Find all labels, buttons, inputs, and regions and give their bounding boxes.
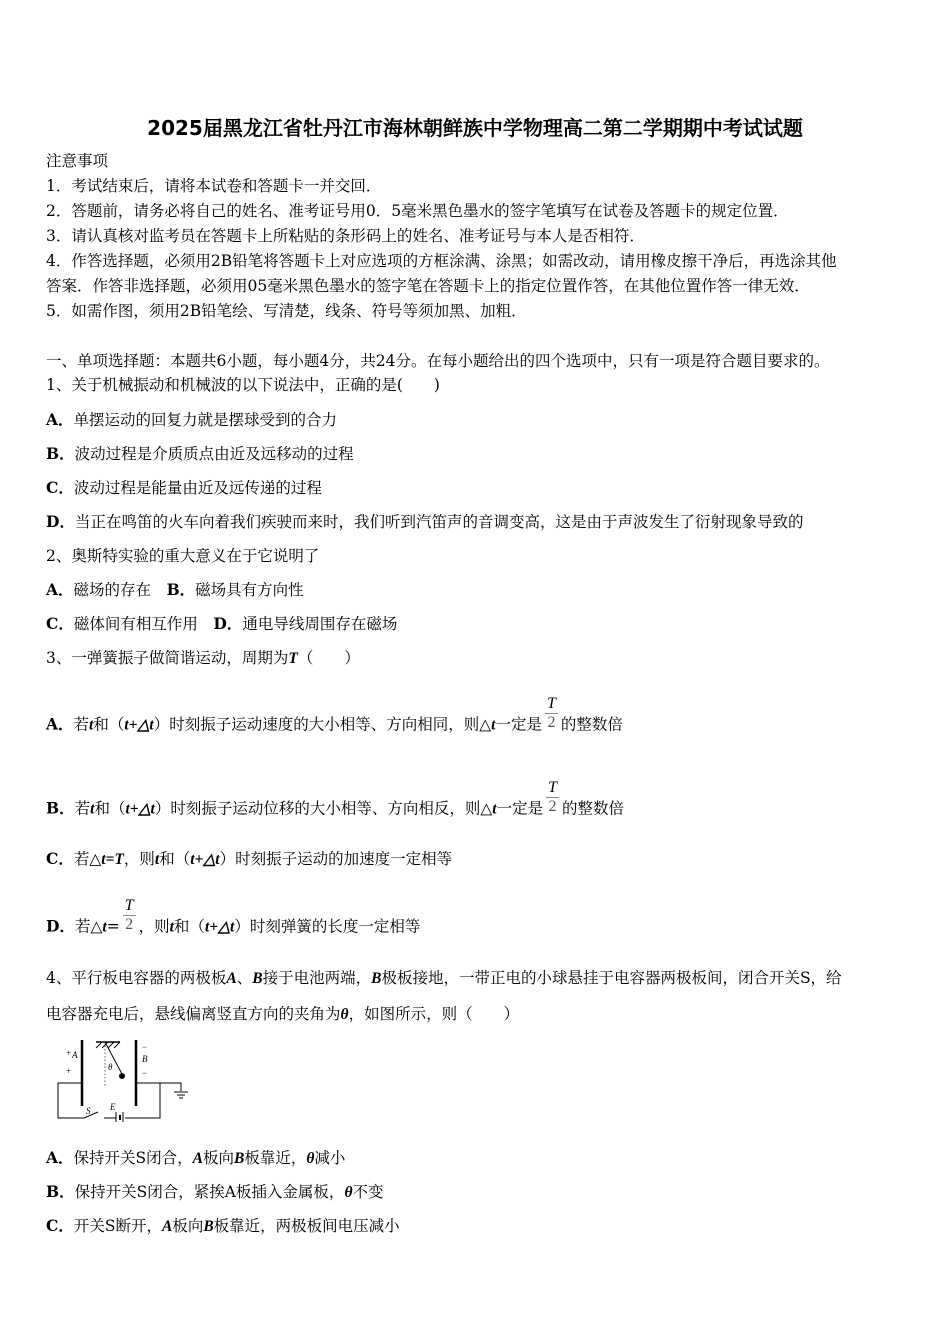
q4-option-b: B．保持开关S闭合，紧挨A板插入金属板，θ不变 [46,1182,384,1201]
svg-text:S: S [86,1106,91,1116]
fraction-t-over-2: $\frac{T}{2}$ [124,897,134,933]
svg-text:+: + [66,1066,72,1076]
q3-option-b: B．若t和（t+△t）时刻振子运动位移的大小相等、方向相反，则△t一定是 $\frac{T}{2}$ 的整数倍 [46,779,624,818]
svg-text:−: − [142,1068,148,1078]
fraction-t-over-2: $\frac{T}{2}$ [547,695,556,731]
notice-item: 5．如需作图，须用2B铅笔绘、写清楚，线条、符号等须加黑、加粗． [46,302,527,320]
q3-option-d: D．若△t= $\frac{T}{2}$ ，则t和（t+△t）时刻弹簧的长度一定相等 [46,897,421,936]
svg-text:θ: θ [108,1062,113,1072]
q1-option-b: B．波动过程是介质质点由近及远移动的过程 [46,444,354,463]
notice-item: 2．答题前，请务必将自己的姓名、准考证号用0．5毫米黑色墨水的签字笔填写在试卷及答题卡的规定位置． [46,202,789,220]
q3-option-c: C．若△t=T，则t和（t+△t）时刻振子运动的加速度一定相等 [46,849,453,868]
notice-item: 3．请认真核对监考员在答题卡上所粘贴的条形码上的姓名、准考证号与本人是否相符． [46,227,645,245]
notice-item: 1．考试结束后，请将本试卷和答题卡一并交回． [46,177,382,195]
notice-item: 答案．作答非选择题，必须用05毫米黑色墨水的签字笔在答题卡上的指定位置作答，在其他位置作答一律无效． [46,277,810,295]
fraction-t-over-2: $\frac{T}{2}$ [548,779,557,815]
page-title: 2025届黑龙江省牡丹江市海林朝鲜族中学物理高二第二学期期中考试试题 [147,116,803,140]
notice-heading: 注意事项 [46,152,109,170]
q2-stem: 2、奥斯特实验的重大意义在于它说明了 [46,547,320,565]
q3-option-a: A．若t和（t+△t）时刻振子运动速度的大小相等、方向相同，则△t一定是 $\frac{T}{2}$ 的整数倍 [46,695,623,734]
q3-stem: 3、一弹簧振子做简谐运动，周期为T（ ） [46,649,360,667]
q4-stem-line2: 电容器充电后，悬线偏离竖直方向的夹角为θ，如图所示，则（ ） [46,1005,520,1023]
q1-stem: 1、关于机械振动和机械波的以下说法中，正确的是( ) [46,376,440,394]
q4-option-a: A．保持开关S闭合，A板向B板靠近，θ减小 [46,1148,346,1167]
q4-option-c: C．开关S断开，A板向B板靠近，两极板间电压减小 [46,1216,400,1235]
svg-text:E: E [110,1102,116,1112]
svg-text:−: − [142,1042,148,1052]
capacitor-circuit-figure [46,1034,191,1124]
section-heading: 一、单项选择题：本题共6小题，每小题4分，共24分。在每小题给出的四个选项中，只有一项是符合题目要求的。 [46,352,830,370]
svg-text:B: B [142,1054,148,1064]
svg-text:+: + [66,1048,72,1058]
q1-option-a: A．单摆运动的回复力就是摆球受到的合力 [46,410,338,429]
q2-options-cd: C．磁体间有相互作用 D．通电导线周围存在磁场 [46,614,398,633]
q1-option-d: D．当正在鸣笛的火车向着我们疾驶而来时，我们听到汽笛声的音调变高，这是由于声波发生了衍射现象导致的 [46,512,804,531]
notice-item: 4．作答选择题，必须用2B铅笔将答题卡上对应选项的方框涂满、涂黑；如需改动，请用橡皮擦干净后，再选涂其他 [46,252,837,270]
svg-text:A: A [72,1050,78,1060]
q1-option-c: C．波动过程是能量由近及远传递的过程 [46,478,322,497]
q4-stem-line1: 4、平行板电容器的两极板A、B接于电池两端，B极板接地，一带正电的小球悬挂于电容器两极板间，闭合开关S，给 [46,969,842,987]
q2-options-ab: A．磁场的存在 B．磁场具有方向性 [46,580,304,599]
